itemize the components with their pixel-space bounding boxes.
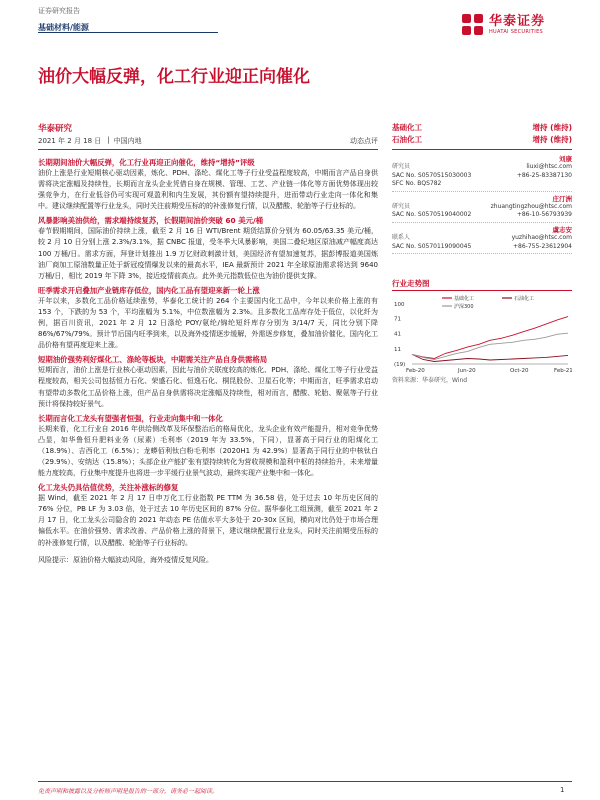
- logo-english-text: HUATAI SECURITIES: [489, 29, 543, 35]
- rating-row: [392, 122, 572, 134]
- trend-chart-title: 行业走势图: [392, 279, 430, 288]
- page-number: 1: [560, 786, 565, 794]
- research-org: 华泰研究: [38, 124, 73, 134]
- meta-separator: |: [107, 136, 110, 144]
- series-line: [412, 333, 568, 359]
- section-heading: 长期期间油价大幅反弹，化工行业再迎正向催化，维持“增持”评级: [38, 158, 255, 167]
- rating-sector: 基础化工: [392, 123, 422, 132]
- footer-divider: [38, 781, 572, 782]
- rating-row: [392, 134, 572, 146]
- x-tick-label: Oct-20: [510, 368, 529, 374]
- trend-chart: [392, 294, 572, 378]
- section-heading: 长期而言化工龙头有望强者恒强，行业走向集中和一体化: [38, 413, 223, 423]
- logo-mark-icon: [462, 14, 484, 36]
- section-body: 据 Wind，截至 2021 年 2 月 17 日申万化工行业指数 PE TTM 为 36.58 倍，处于过去 10 年历史区间的 76% 分位，PB LF 为 3.03 倍，处于过去 10 年历史区间的 87% 分位。据华泰化工组预测，截至 2021 年 2 月 17 日，化工龙头公司隐含的 2021 年动态 PE 估值水平大多处于 20-30x 区间，横向对比仍处于市场合理偏低水平。在油价强势、需求改善、产品价格上涨的背景下，建议继续配置行业龙头，同时关注前期受压标的的补涨修复行情，以及醋酸、轮胎等子行业标的。: [38, 494, 378, 547]
- rating-value: 增持 (维持): [532, 123, 572, 132]
- legend-label: 沪深300: [454, 304, 474, 310]
- report-region: 中国内地: [113, 137, 142, 145]
- section-3: [38, 285, 378, 351]
- rating-sector: 石油化工: [392, 135, 422, 144]
- main-content: [38, 154, 378, 566]
- analyst-role: 联系人: [392, 234, 411, 242]
- section-heading: 旺季需求开启叠加产业链库存低位，国内化工品有望迎来新一轮上涨: [38, 285, 260, 295]
- report-type: 动态点评: [350, 137, 378, 145]
- footer-disclaimer: 免责声明和披露以及分析师声明是报告的一部分，请务必一起阅读。: [38, 788, 219, 795]
- report-meta: [38, 136, 378, 150]
- section-1: [38, 157, 378, 212]
- section-5: [38, 413, 378, 479]
- analyst-role: 研究员: [392, 203, 411, 211]
- legend-label: 石油化工: [514, 296, 535, 302]
- y-tick-label: 41: [394, 331, 401, 338]
- section-body: 短期而言，油价上涨是行业核心驱动因素，因此与油价关联度较高的炼化、PDH、涤纶、煤化工等子行业受益程度较高，相关公司包括恒力石化、荣盛石化、恒逸石化、桐昆股份、卫星石化等；中期而言，旺季需求启动有望带动多数化工品价格上涨，但产品自身供需将决定涨幅及持续性，相对而言，醋酸、轮胎、聚氨等子行业预计将保持较好景气。: [38, 366, 378, 408]
- report-title: 油价大幅反弹，化工行业迎正向催化: [38, 67, 310, 87]
- company-logo: [462, 12, 572, 38]
- section-heading: 化工龙头仍具估值优势，关注补涨标的修复: [38, 483, 179, 493]
- trend-divider: [392, 290, 572, 291]
- analyst-sac: SAC No. S0570515030003: [392, 171, 472, 179]
- x-tick-label: Feb-21: [554, 368, 572, 374]
- risk-warning: 风险提示：原油价格大幅波动风险，海外疫情反复风险。: [38, 555, 213, 564]
- section-4: [38, 354, 378, 409]
- analyst-sac: SAC No. S0570519040002: [392, 211, 472, 219]
- analyst-name: 刘康: [559, 155, 572, 163]
- topic-label: 基础材料/能源: [38, 23, 89, 32]
- analyst-role: 研究员: [392, 163, 411, 171]
- chart-source: 资料来源：华泰研究，Wind: [392, 377, 468, 384]
- analyst-email[interactable]: yuzhihao@htsc.com: [511, 234, 572, 242]
- sidebar: [392, 122, 572, 257]
- section-heading: 短期油价强势利好煤化工、涤纶等板块，中期需关注产品自身供需格局: [38, 355, 268, 365]
- section-body: 春节假期期间，国际油价持续上涨，截至 2 月 16 日 WTI/Brent 期货结算价分别为 60.05/63.35 美元/桶，较 2 月 10 日分别上涨 2.3%/3.1%，据 CNBC 报道，受冬季大风暴影响，美国二叠纪地区原油减产幅度高达 100 万桶/日。需求方面，拜登计划推出 1.9 万亿财政刺激计划，美国经济有望加速复苏，据彭博报道美国炼油厂商加工原油数量正处于新冠疫情爆发以来的最高水平，IEA 最新预计 2021 年全球原油需求将达到 9640 万桶/日，相比 2019 年下降 3%，接近疫情前高点。此外美元指数低位也为油价提供支撑。: [38, 227, 378, 280]
- y-tick-label: 71: [394, 316, 401, 323]
- analyst-email[interactable]: liuxi@htsc.com: [526, 163, 572, 171]
- analyst-phone: +86-25-83387130: [516, 171, 572, 179]
- analyst-email[interactable]: zhuangtingzhou@htsc.com: [490, 203, 572, 211]
- legend-label: 基础化工: [454, 296, 475, 302]
- analyst-phone: +86-755-23612904: [513, 242, 572, 250]
- trend-chart-svg: [392, 294, 572, 378]
- analyst-card: [392, 195, 572, 223]
- section-2: [38, 215, 378, 281]
- y-tick-label: (19): [394, 362, 406, 368]
- logo-chinese-text: 华泰证券: [489, 14, 546, 29]
- top-divider: [38, 32, 218, 33]
- report-date: 2021 年 2 月 18 日: [38, 137, 102, 145]
- y-tick-label: 11: [394, 346, 401, 353]
- analyst-card: [392, 155, 572, 192]
- section-heading: 风暴影响美油供给，需求端持续复苏，长假期间油价突破 60 美元/桶: [38, 216, 264, 226]
- y-tick-label: 100: [394, 302, 405, 308]
- section-body: 长期来看，化工行业自 2016 年供给侧改革及环保整治后的格局优化，龙头企业有效产能提升，相对竞争优势凸显，如华鲁恒升肥料业务（尿素）毛利率（2019 年为 33.5%，下同），显著高于同行业的阳煤化工（18.9%）、吉西化工（6.5%）；龙蟒佰利钛白粉毛利率（2020H1 为 42.9%）显著高于同行业的中核钛白（29.9%）、安纳达（15.8%）；头部企业产能扩张有望持续转化为营收规模和盈利中枢的持续抬升，未来增量能力度较高，行业集中度提升也将进一步平缓行业景气波动，最终实现产业集中和一体化。: [38, 424, 378, 478]
- x-tick-label: Feb-20: [406, 368, 425, 374]
- section-body: 油价上涨是行业短期核心驱动因素，炼化、PDH、涤纶、煤化工等子行业受益程度较高，中期而言产品自身供需将决定涨幅及持续性，长期而言龙头企业凭借自身在规模、管理、工艺、产业链一体化等方面优势体现出较强竞争力，在行业低谷仍可实现可观盈利和内生发展，其份额有望持续提升，进而带动行业走向一体化和集中。建议继续配置等行业龙头，同时关注前期受压标的的补涨修复行情，以及醋酸、轮胎等子行业标的。: [38, 169, 378, 211]
- analyst-name: 虞志安: [552, 225, 572, 234]
- analyst-sfc: SFC No. BQS782: [392, 180, 442, 188]
- analyst-name: 庄汀洲: [552, 194, 572, 203]
- analyst-card: [392, 226, 572, 254]
- analyst-phone: +86-10-56793939: [516, 211, 572, 219]
- report-type-label: 证券研究报告: [38, 7, 80, 15]
- analyst-sac: SAC No. S0570119090045: [392, 242, 472, 250]
- section-body: 开年以来，多数化工品价格延续涨势，华泰化工统计的 264 个主要国内化工品中，今年以来价格上涨的有 153 个，下跌的为 53 个，平均涨幅为 5.1%，中位数涨幅为 2.3%。且多数化工品库存处于低位，以化纤为例，据百川资讯，2021 年 2 月 12 日涤纶 POY/氨纶/锦纶短纤库存分别为 3/14/7 天，同比分别下降 86%/67%/79%。预计节后国内旺季到来，以及海外疫情逐步缓解，外需逐步修复，叠加油价催化，国内化工品价格有望再度迎来上涨。: [38, 296, 378, 350]
- rating-value: 增持 (维持): [532, 135, 572, 144]
- x-tick-label: Jun-20: [458, 368, 476, 374]
- rating-divider: [392, 149, 572, 150]
- section-6: [38, 482, 378, 548]
